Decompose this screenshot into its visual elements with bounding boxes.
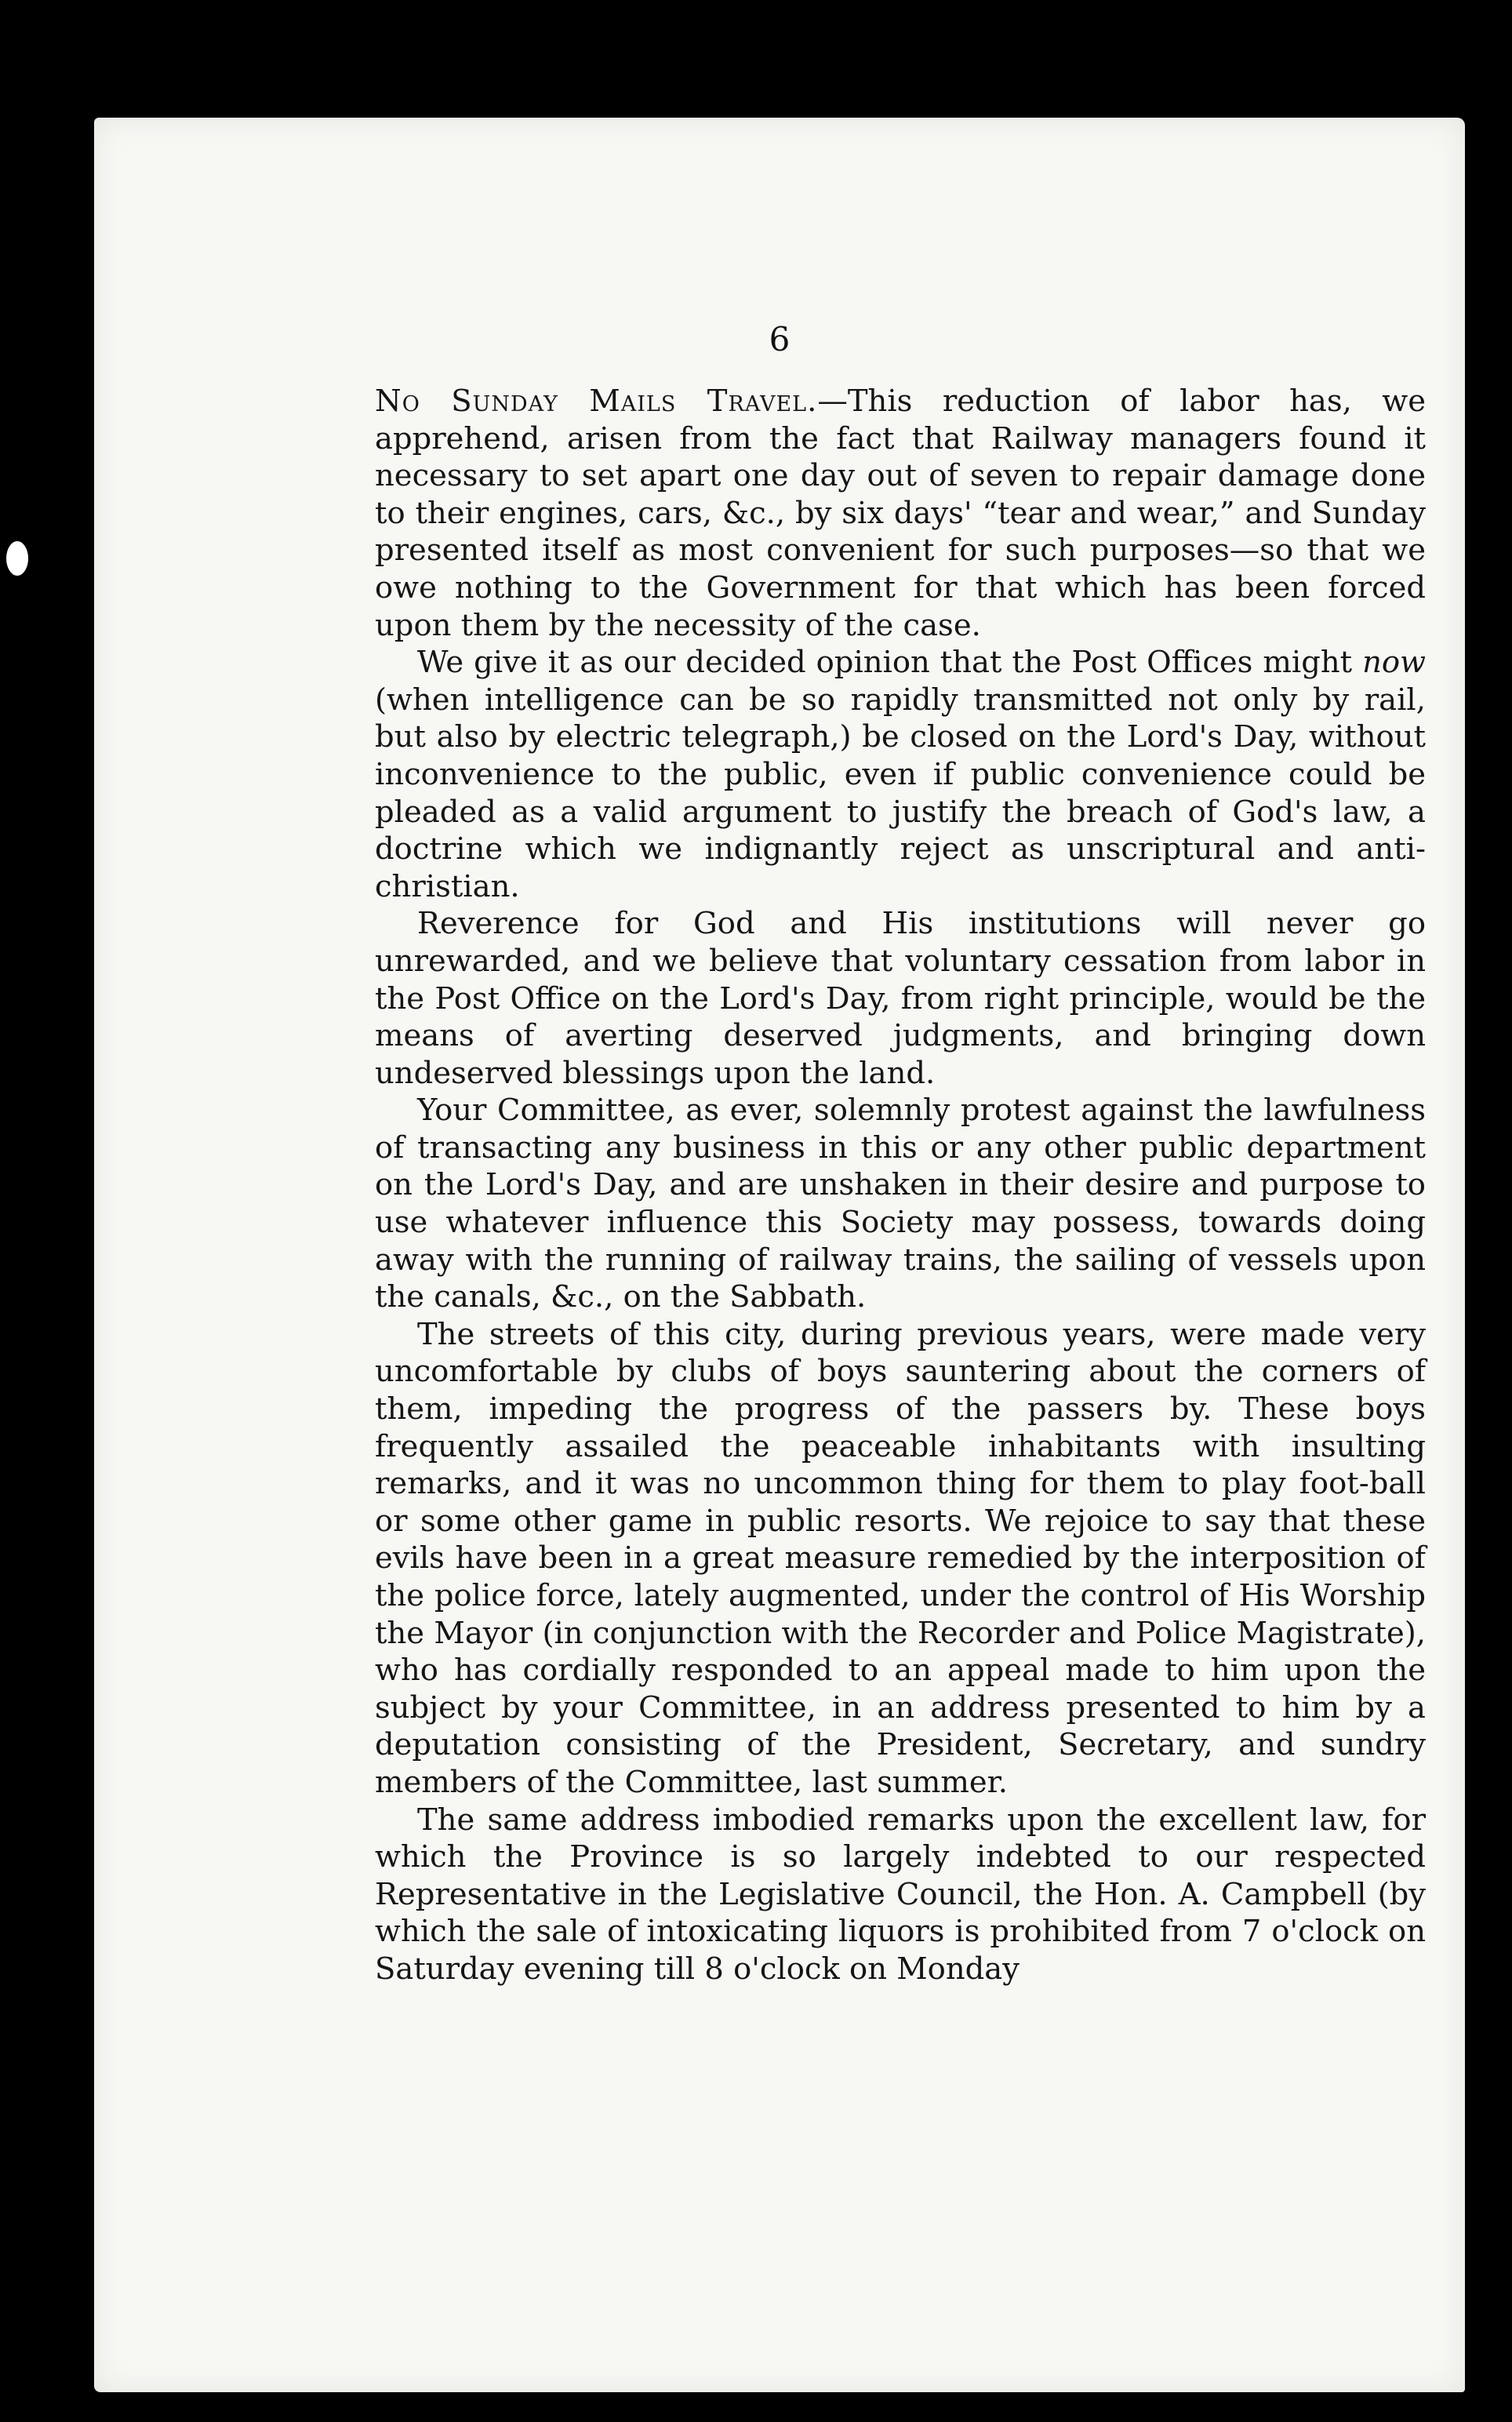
body-text: [375, 383, 1426, 1988]
paragraph-1: [375, 383, 1426, 644]
page-number: 6: [769, 320, 791, 358]
paragraph-2: [375, 644, 1426, 905]
paragraph-2-text-b: (when intelligence can be so rapidly transmitted not only by rail, but also by electric telegraph,) be closed on the Lord's Day, without inconvenience to the public, even if public convenience could be pleaded as a valid argument to justify the breach of God's law, a doctrine which we indignantly reject as unscriptural and anti-christian.: [375, 682, 1426, 904]
book-page: [94, 118, 1465, 2392]
paragraph-3: Reverence for God and His institutions will never go unrewarded, and we believe that voluntary cessation from labor in the Post Office on the Lord's Day, from right principle, would be the means of averting deserved judgments, and bringing down undeserved blessings upon the land.: [375, 906, 1426, 1091]
paragraph-1-text: —This reduction of labor has, we apprehend, arisen from the fact that Railway managers found it necessary to set apart one day out of seven to repair damage done to their engines, cars, &c., by six days' “tear and wear,” and Sunday presented itself as most convenient for such purposes—so that we owe nothing to the Government for that which has been forced upon them by the necessity of the case.: [375, 384, 1427, 643]
paragraph-6: The same address imbodied remarks upon the excellent law, for which the Province is so largely indebted to our respected Representative in the Legislative Council, the Hon. A. Campbell (by which the sale of intoxicating liquors is prohibited from 7 o'clock on Saturday evening till 8 o'clock on Monday: [375, 1802, 1426, 1987]
section-heading: No Sunday Mails Travel.: [375, 384, 818, 419]
paragraph-2-emphasis: now: [1362, 645, 1426, 681]
margin-speck: [6, 541, 28, 576]
paragraph-2-text-a: We give it as our decided opinion that the Post Offices might: [417, 645, 1363, 681]
paragraph-5: The streets of this city, during previous years, were made very uncomfortable by clubs of boys sauntering about the corners of them, impeding the progress of the passers by. These boys frequently assailed the peaceable inhabitants with insulting remarks, and it was no uncommon thing for them to play foot-ball or some other game in public resorts. We rejoice to say that these evils have been in a great measure remedied by the interposition of the police force, lately augmented, under the control of His Worship the Mayor (in conjunction with the Recorder and Police Magistrate), who has cordially responded to an appeal made to him upon the subject by your Committee, in an address presented to him by a deputation consisting of the President, Secretary, and sundry members of the Committee, last summer.: [375, 1316, 1426, 1800]
paragraph-4: Your Committee, as ever, solemnly protest against the lawfulness of transacting any business in this or any other public department on the Lord's Day, and are unshaken in their desire and purpose to use whatever influence this Society may possess, towards doing away with the running of railway trains, the sailing of vessels upon the canals, &c., on the Sabbath.: [375, 1093, 1426, 1315]
